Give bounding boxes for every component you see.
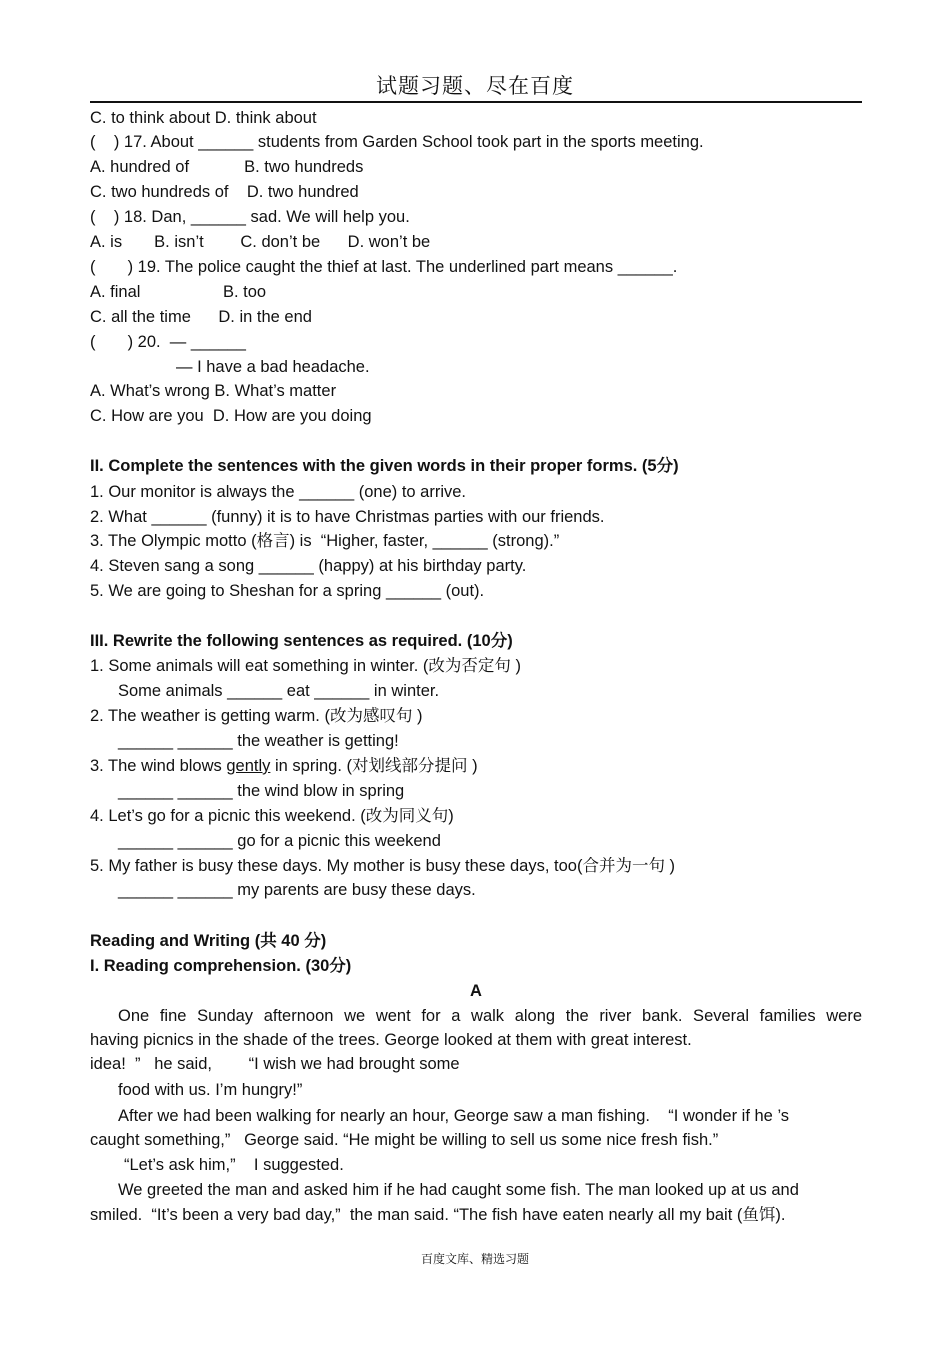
q19-options-cd: C. all the time D. in the end <box>90 308 312 326</box>
section2-heading: II. Complete the sentences with the given words in their proper forms. (5分) <box>90 457 679 475</box>
passage-line: idea! ” he said, “I wish we had brought some <box>90 1055 460 1073</box>
q17-question: ( ) 17. About ______ students from Garden School took part in the sports meeting. <box>90 133 704 151</box>
section3-sentence-5: 5. My father is busy these days. My mother is busy these days, too(合并为一句 ) <box>90 857 676 875</box>
section3-sentence-1: 1. Some animals will eat something in winter. (改为否定句 ) <box>90 657 521 675</box>
q18-options: A. is B. isn’t C. don’t be D. won’t be <box>90 233 431 251</box>
section3-sentence-3 <box>90 756 478 776</box>
section3-answer-4: ______ ______ go for a picnic this weekend <box>118 832 441 850</box>
passage-line: caught something,” George said. “He might be willing to sell us some nice fresh fish.” <box>90 1131 719 1149</box>
section3-answer-5: ______ ______ my parents are busy these days. <box>118 881 476 899</box>
q20-question: ( ) 20. — ______ <box>90 333 246 351</box>
passage-line: food with us. I’m hungry!” <box>118 1081 303 1099</box>
q20-reply: — I have a bad headache. <box>176 358 370 376</box>
section2-item: 3. The Olympic motto (格言) is “Higher, faster, ______ (strong).” <box>90 532 560 550</box>
q19-question: ( ) 19. The police caught the thief at last. The underlined part means ______. <box>90 258 678 276</box>
section3-sentence-3-end: in spring. (对划线部分提问 ) <box>270 757 478 775</box>
q17-options-cd: C. two hundreds of D. two hundred <box>90 183 359 201</box>
section2-item: 2. What ______ (funny) it is to have Christmas parties with our friends. <box>90 508 605 526</box>
passage-line: “Let’s ask him,” I suggested. <box>124 1156 344 1174</box>
q18-question: ( ) 18. Dan, ______ sad. We will help you. <box>90 208 410 226</box>
section3-answer-1: Some animals ______ eat ______ in winter. <box>118 682 440 700</box>
section3-heading: III. Rewrite the following sentences as required. (10分) <box>90 632 513 650</box>
section2-item: 1. Our monitor is always the ______ (one) to arrive. <box>90 483 467 501</box>
q20-options-cd: C. How are you D. How are you doing <box>90 407 372 425</box>
section3-sentence-3-start: 3. The wind blows <box>90 757 227 775</box>
page-header-title: 试题习题、尽在百度 <box>376 74 574 98</box>
passage-label: A <box>470 982 482 1000</box>
section3-sentence-4: 4. Let’s go for a picnic this weekend. (改为同义句) <box>90 807 454 825</box>
passage-line: having picnics in the shade of the trees. George looked at them with great interest. <box>90 1031 692 1049</box>
section2-item: 4. Steven sang a song ______ (happy) at his birthday party. <box>90 557 527 575</box>
passage-line: We greeted the man and asked him if he had caught some fish. The man looked up at us and <box>118 1181 799 1199</box>
q20-options-ab: A. What’s wrong B. What’s matter <box>90 382 337 400</box>
passage-line: smiled. “It’s been a very bad day,” the man said. “The fish have eaten nearly all my bait (鱼饵). <box>90 1206 786 1224</box>
q17-options-ab: A. hundred of B. two hundreds <box>90 158 364 176</box>
section3-answer-2: ______ ______ the weather is getting! <box>118 732 399 750</box>
q19-options-ab: A. final B. too <box>90 283 267 301</box>
section3-answer-3: ______ ______ the wind blow in spring <box>118 782 405 800</box>
reading-comprehension-heading: I. Reading comprehension. (30分) <box>90 957 352 975</box>
section2-item: 5. We are going to Sheshan for a spring ______ (out). <box>90 582 485 600</box>
passage-line: After we had been walking for nearly an hour, George saw a man fishing. “I wonder if he ’s <box>118 1107 790 1125</box>
q16-options-cd: C. to think about D. think about <box>90 109 317 127</box>
underlined-word: gently <box>226 757 271 775</box>
section3-sentence-2: 2. The weather is getting warm. (改为感叹句 ) <box>90 707 423 725</box>
page-footer: 百度文库、精选习题 <box>420 1252 529 1266</box>
passage-line: One fine Sunday afternoon we went for a walk along the river bank. Several families were <box>118 1007 862 1025</box>
header-divider <box>90 101 862 103</box>
reading-writing-heading: Reading and Writing (共 40 分) <box>90 932 327 950</box>
